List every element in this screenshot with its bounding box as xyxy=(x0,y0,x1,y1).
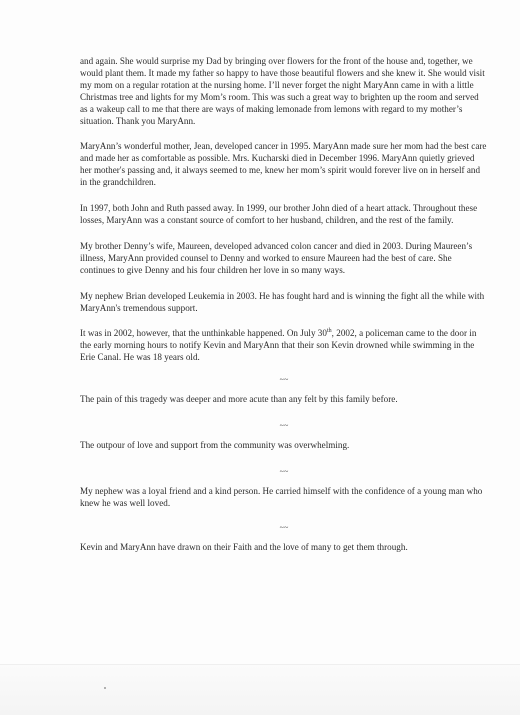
paragraph-kevin-part1: It was in 2002, however, that the unthinkable happened. On July 30 xyxy=(80,328,327,339)
scan-bottom-edge xyxy=(0,664,520,715)
body-text xyxy=(80,56,488,554)
paragraph-pain: The pain of this tragedy was deeper and more acute than any felt by this family before. xyxy=(80,394,398,405)
separator-4: ~~ xyxy=(279,522,289,532)
paragraph-outpour: The outpour of love and support from the community was overwhelming. xyxy=(80,440,350,451)
separator-3: ~~ xyxy=(279,466,289,476)
paragraph-jean: MaryAnn’s wonderful mother, Jean, developed cancer in 1995. MaryAnn made sure her mom had the best care and made her as comfortable as possible. Mrs. Kucharski died in December 1996. MaryAnn quietly grieved her mother's passing and, it always seemed to me, knew her mom’s spirit would forever live on in herself and in the grandchildren. xyxy=(80,141,487,188)
separator-2: ~~ xyxy=(279,421,289,431)
paragraph-john-ruth: In 1997, both John and Ruth passed away. In 1999, our brother John died of a heart attack. Throughout these losses, MaryAnn was a constant source of comfort to her husband, children, and the rest of the family. xyxy=(80,203,478,225)
paragraph-kevin xyxy=(80,328,488,364)
paragraph-kevin-part2: , 2002, a policeman came to the door in the early morning hours to notify Kevin and MaryAnn that their son Kevin drowned while swimming in the Erie Canal. He was 18 years old. xyxy=(80,328,477,363)
paragraph-flowers: and again. She would surprise my Dad by bringing over flowers for the front of the house and, together, we would plant them. It made my father so happy to have those beautiful flowers and she knew it. She would visit my mom on a regular rotation at the nursing home. I’ll never forget the night MaryAnn came in with a little Christmas tree and lights for my Mom’s room. This was such a great way to brighten up the room and served as a wakeup call to me that there are ways of making lemonade from lemons with regard to my mother’s situation. Thank you MaryAnn. xyxy=(80,56,485,126)
paragraph-maureen: My brother Denny’s wife, Maureen, developed advanced colon cancer and died in 2003. During Maureen’s illness, MaryAnn provided counsel to Denny and worked to ensure Maureen had the best of care. She continues to give Denny and his four children her love in so many ways. xyxy=(80,240,473,275)
separator-1: ~~ xyxy=(279,375,289,385)
paragraph-nephew: My nephew was a loyal friend and a kind person. He carried himself with the confidence of a young man who knew he was well loved. xyxy=(80,485,483,508)
scan-speck xyxy=(104,687,106,689)
paragraph-faith: Kevin and MaryAnn have drawn on their Faith and the love of many to get them through. xyxy=(80,541,408,552)
paragraph-kevin-superscript: th xyxy=(326,328,332,335)
paragraph-brian: My nephew Brian developed Leukemia in 2003. He has fought hard and is winning the fight all the while with MaryAnn's tremendous support. xyxy=(80,290,485,313)
